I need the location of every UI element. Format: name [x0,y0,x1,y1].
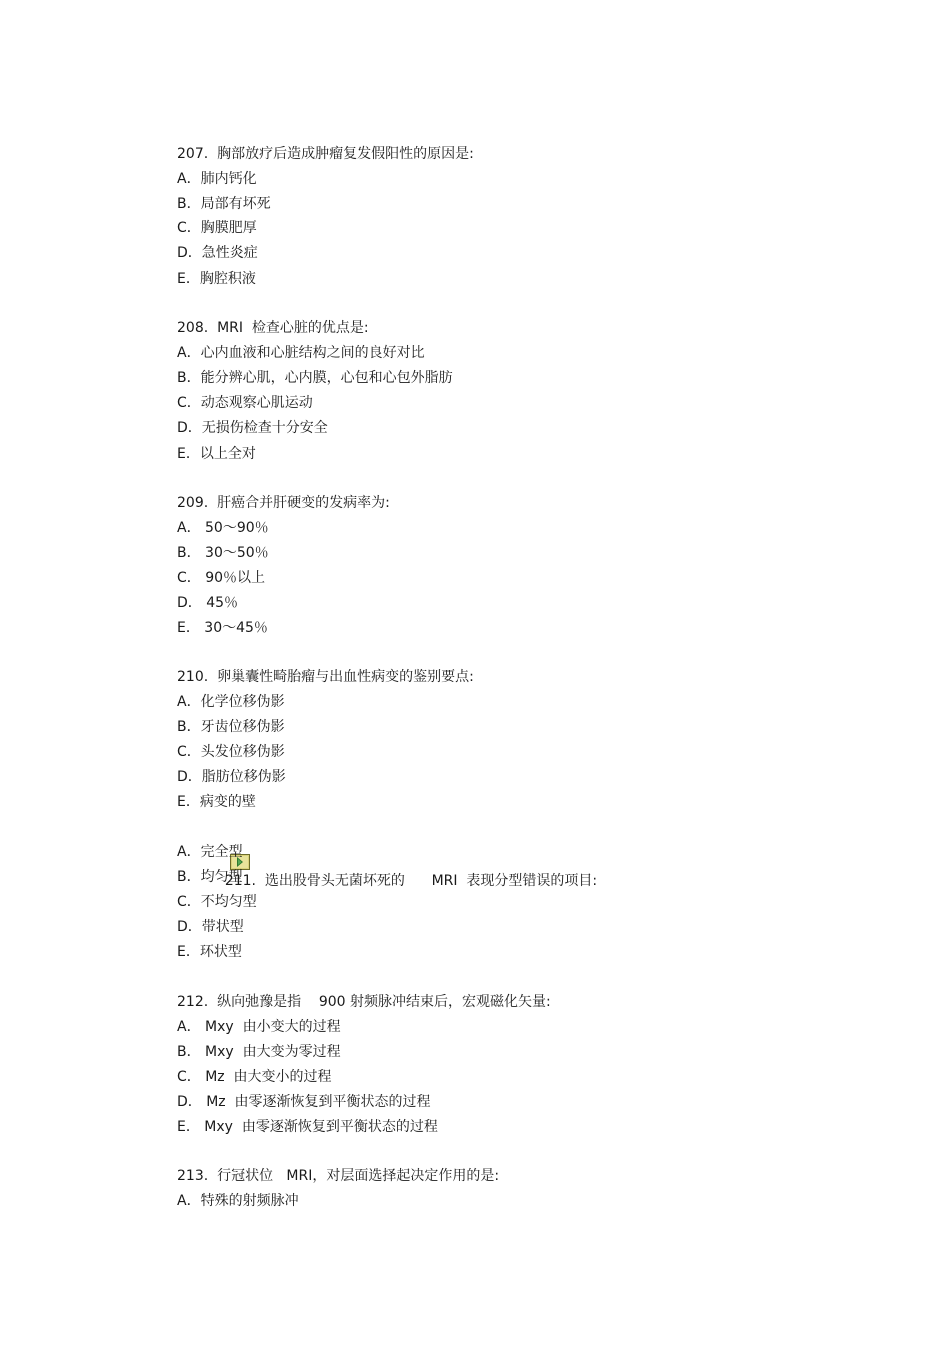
option-d: D． 45％ [177,595,239,611]
option-a: A．特殊的射频脉冲 [177,1193,299,1209]
option-e: E．环状型 [177,944,242,960]
option-e: E．以上全对 [177,446,256,462]
option-b: B．均匀型 [177,869,243,885]
option-b: B．能分辨心肌，心内膜，心包和心包外脂肪 [177,370,453,386]
question-stem: 213. 行冠状位 MRI，对层面选择起决定作用的是: [177,1168,500,1184]
option-d: D． Mz 由零逐渐恢复到平衡状态的过程 [177,1094,431,1110]
option-e: E． Mxy 由零逐渐恢复到平衡状态的过程 [177,1119,438,1135]
question-stem: 207. 胸部放疗后造成肿瘤复发假阳性的原因是: [177,146,474,162]
option-a: A．肺内钙化 [177,171,257,187]
option-b: B．牙齿位移伪影 [177,719,285,735]
option-a: A．心内血液和心脏结构之间的良好对比 [177,345,425,361]
option-e: E．胸腔积液 [177,271,256,287]
option-c: C．动态观察心肌运动 [177,395,313,411]
option-a: A．化学位移伪影 [177,694,285,710]
option-c: C． 90％以上 [177,570,266,586]
option-e: E． 30～45％ [177,620,268,636]
option-d: D．脂肪位移伪影 [177,769,286,785]
question-stem: 211. 选出股骨头无菌坏死的 MRI 表现分型错误的项目: [224,873,598,889]
option-a: A． 50～90％ [177,520,269,536]
question-stem: 208. MRI 检查心脏的优点是: [177,320,369,336]
option-b: B． 30～50％ [177,545,269,561]
option-e: E．病变的壁 [177,794,256,810]
question-stem: 210. 卵巢囊性畸胎瘤与出血性病变的鉴别要点: [177,669,474,685]
option-c: C．头发位移伪影 [177,744,285,760]
option-a: A．完全型 [177,844,243,860]
option-d: D．带状型 [177,919,244,935]
option-d: D．急性炎症 [177,245,258,261]
question-stem: 209. 肝癌合并肝硬变的发病率为: [177,495,390,511]
option-c: C．不均匀型 [177,894,257,910]
question-stem: 212. 纵向弛豫是指 900 射频脉冲结束后，宏观磁化矢量: [177,994,551,1010]
option-d: D．无损伤检查十分安全 [177,420,328,436]
option-c: C． Mz 由大变小的过程 [177,1069,332,1085]
option-b: B．局部有坏死 [177,196,271,212]
option-b: B． Mxy 由大变为零过程 [177,1044,341,1060]
option-a: A． Mxy 由小变大的过程 [177,1019,341,1035]
option-c: C．胸膜肥厚 [177,220,257,236]
